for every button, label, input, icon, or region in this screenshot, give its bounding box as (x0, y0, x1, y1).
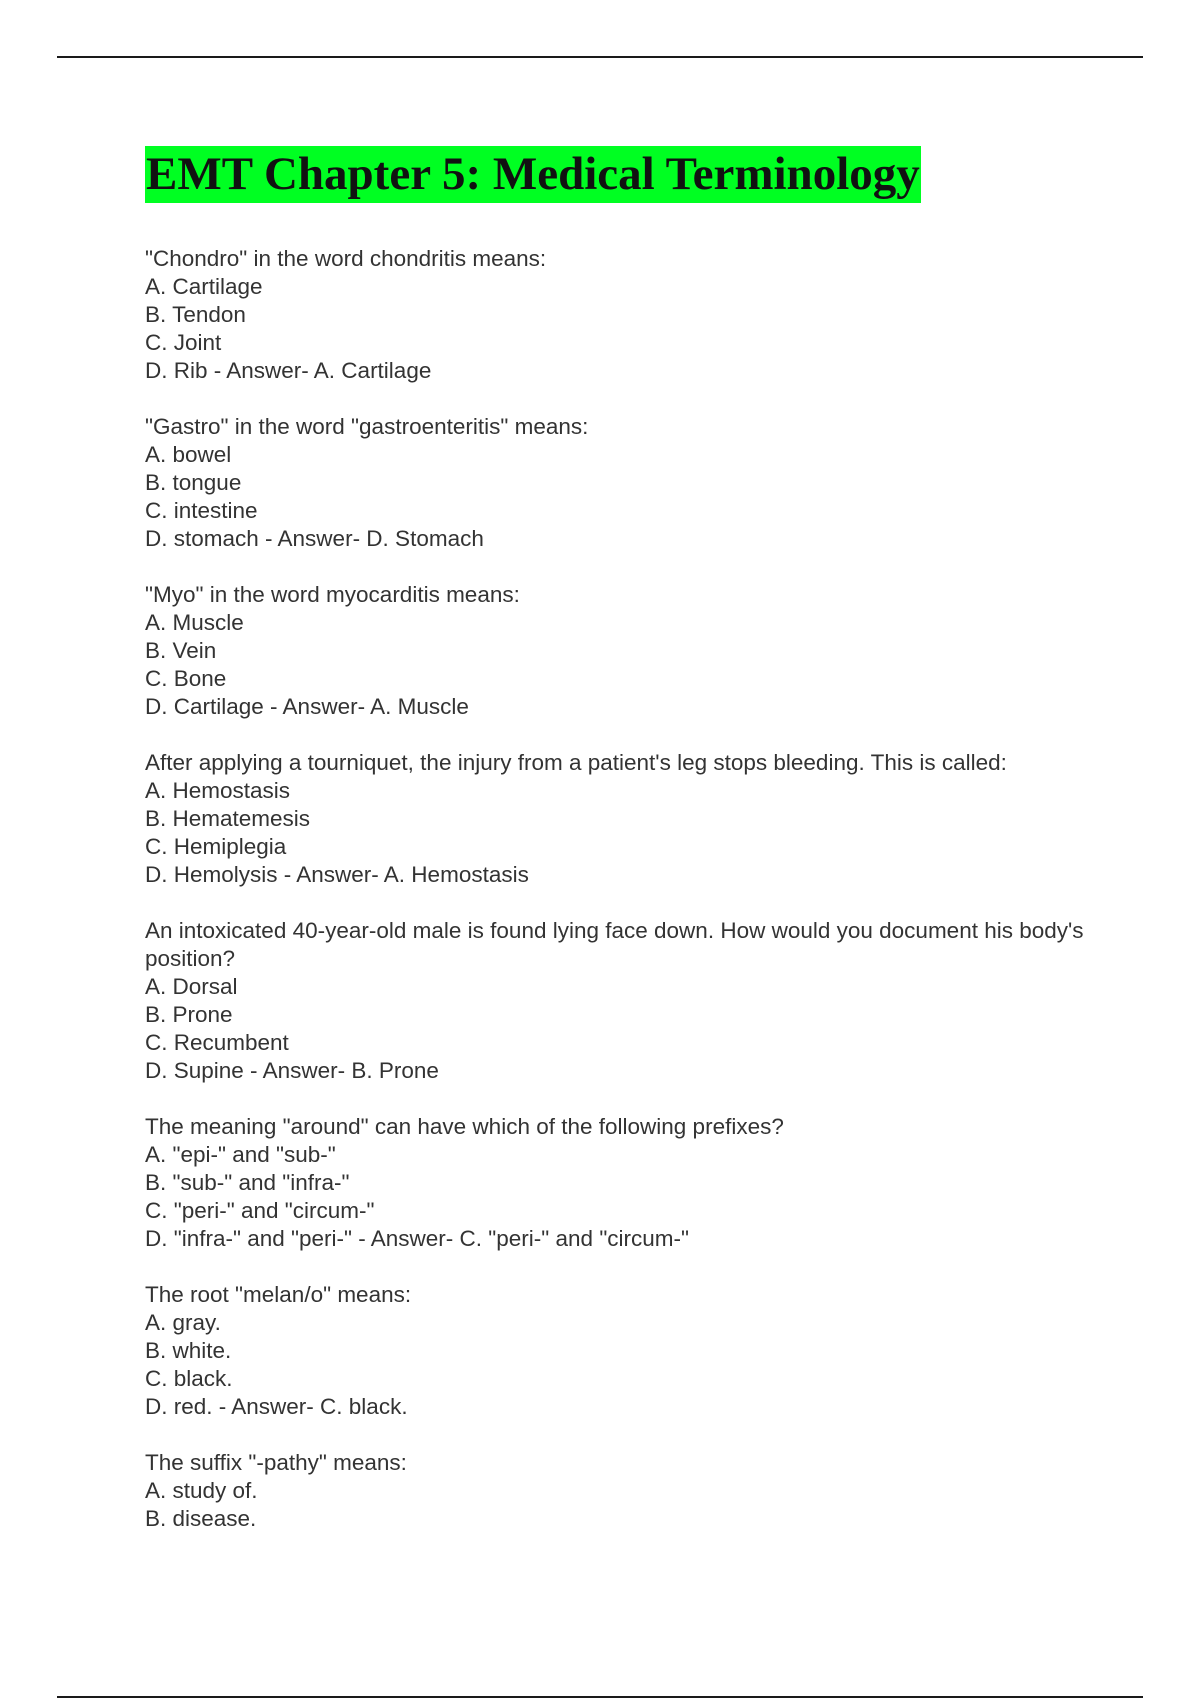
option-c: C. Recumbent (145, 1030, 289, 1055)
option-c: C. "peri-" and "circum-" (145, 1198, 375, 1223)
question-text: The meaning "around" can have which of the following prefixes? (145, 1114, 784, 1139)
option-a: A. gray. (145, 1310, 221, 1335)
question-block-2 (145, 413, 1155, 553)
question-block-3 (145, 581, 1155, 721)
option-a: A. bowel (145, 442, 232, 467)
option-b: B. disease. (145, 1506, 257, 1531)
question-list (145, 245, 1155, 1561)
option-c: C. Hemiplegia (145, 834, 287, 859)
option-a: A. Dorsal (145, 974, 238, 999)
option-a: A. Muscle (145, 610, 244, 635)
question-block-6 (145, 1113, 1155, 1253)
option-a: A. study of. (145, 1478, 258, 1503)
option-c: C. Joint (145, 330, 222, 355)
option-a: A. Cartilage (145, 274, 263, 299)
question-text: An intoxicated 40-year-old male is found lying face down. How would you document his body's position? (145, 918, 1084, 971)
option-d-with-answer: D. "infra-" and "peri-" - Answer- C. "peri-" and "circum-" (145, 1226, 690, 1251)
option-b: B. Tendon (145, 302, 246, 327)
question-text: After applying a tourniquet, the injury from a patient's leg stops bleeding. This is called: (145, 750, 1007, 775)
option-d-with-answer: D. red. - Answer- C. black. (145, 1394, 408, 1419)
option-c: C. Bone (145, 666, 227, 691)
option-b: B. Vein (145, 638, 217, 663)
option-d-with-answer: D. Rib - Answer- A. Cartilage (145, 358, 432, 383)
question-block-4 (145, 749, 1155, 889)
question-block-5 (145, 917, 1155, 1085)
question-text: The root "melan/o" means: (145, 1282, 412, 1307)
question-text: The suffix "-pathy" means: (145, 1450, 407, 1475)
option-a: A. "epi-" and "sub-" (145, 1142, 336, 1167)
option-a: A. Hemostasis (145, 778, 291, 803)
question-block-7 (145, 1281, 1155, 1421)
option-c: C. intestine (145, 498, 258, 523)
option-d-with-answer: D. Hemolysis - Answer- A. Hemostasis (145, 862, 529, 887)
question-block-1 (145, 245, 1155, 385)
question-text: "Myo" in the word myocarditis means: (145, 582, 520, 607)
option-d-with-answer: D. stomach - Answer- D. Stomach (145, 526, 484, 551)
option-d-with-answer: D. Cartilage - Answer- A. Muscle (145, 694, 469, 719)
option-b: B. Hematemesis (145, 806, 311, 831)
page-title: EMT Chapter 5: Medical Terminology (145, 146, 921, 203)
option-b: B. "sub-" and "infra-" (145, 1170, 350, 1195)
question-text: "Gastro" in the word "gastroenteritis" means: (145, 414, 589, 439)
option-b: B. tongue (145, 470, 242, 495)
option-d-with-answer: D. Supine - Answer- B. Prone (145, 1058, 439, 1083)
option-b: B. Prone (145, 1002, 233, 1027)
bottom-rule (57, 1696, 1143, 1698)
question-text: "Chondro" in the word chondritis means: (145, 246, 547, 271)
top-rule (57, 56, 1143, 58)
option-b: B. white. (145, 1338, 232, 1363)
question-block-8 (145, 1449, 1155, 1533)
option-c: C. black. (145, 1366, 233, 1391)
